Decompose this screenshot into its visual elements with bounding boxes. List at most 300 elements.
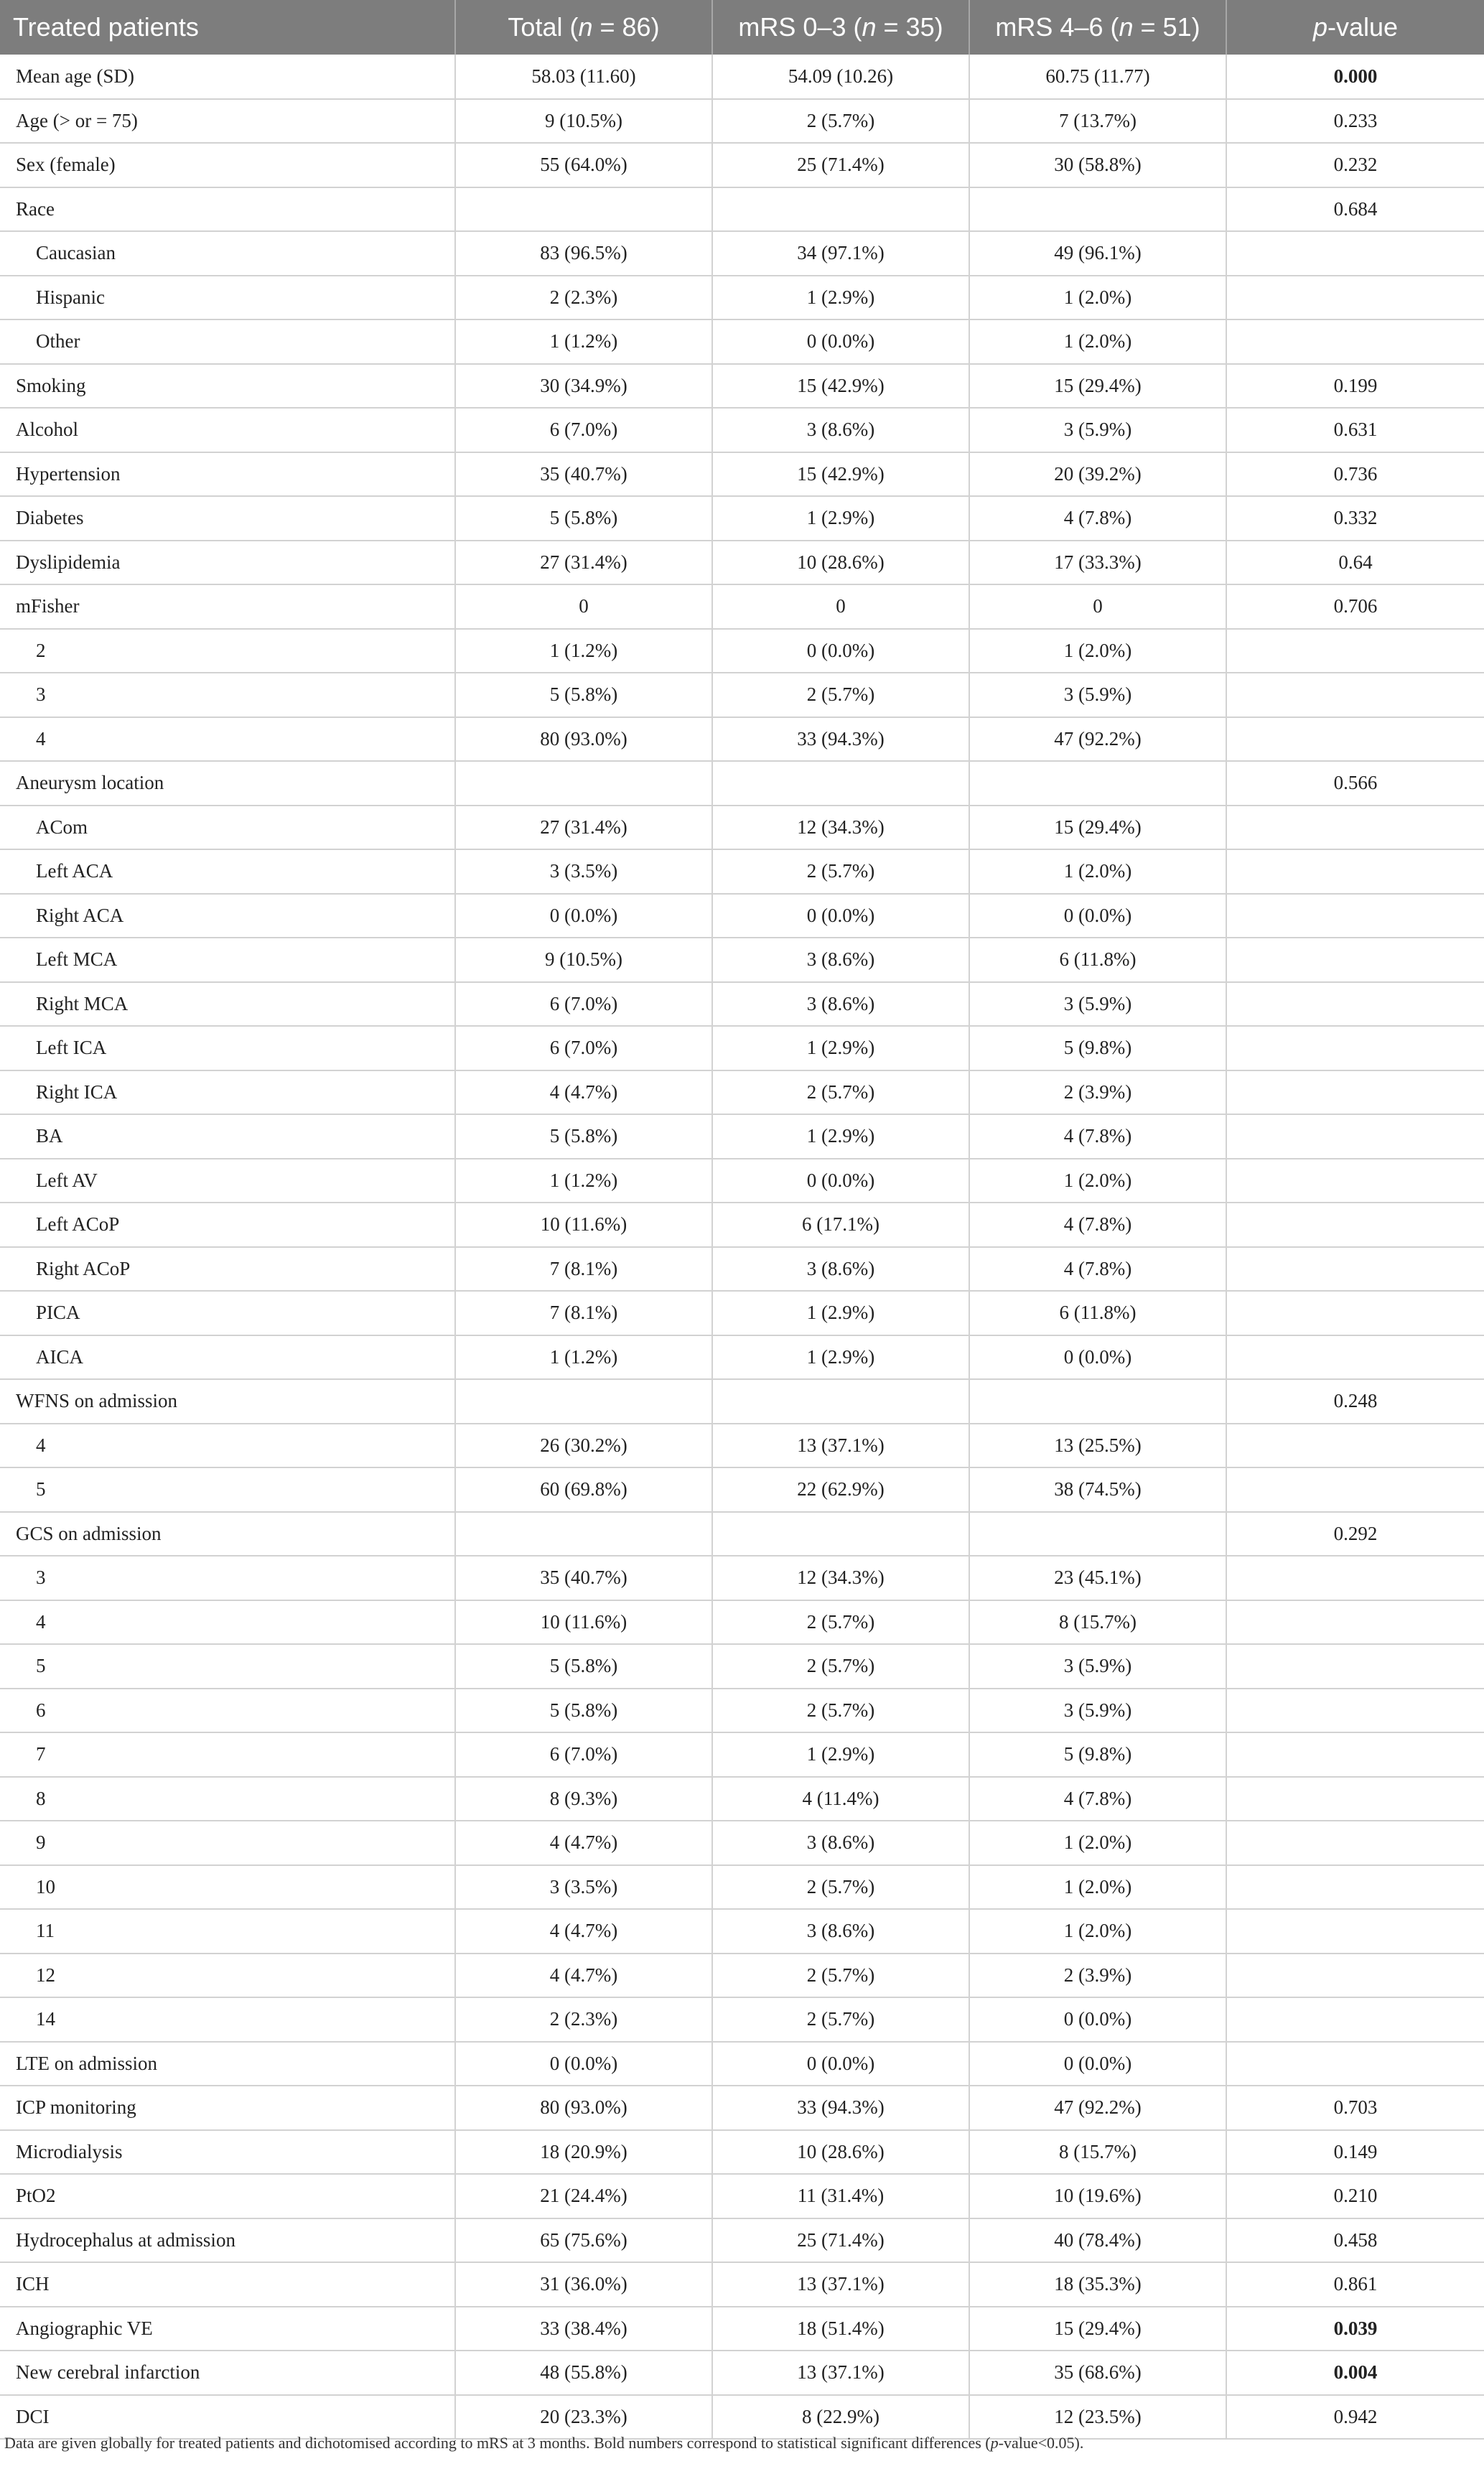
p-value-cell xyxy=(1226,1732,1484,1777)
mrs-0-3-cell: 3 (8.6%) xyxy=(712,938,969,982)
label-cell: New cerebral infarction xyxy=(0,2351,455,2395)
p-value-cell xyxy=(1226,1997,1484,2042)
mrs-4-6-cell: 17 (33.3%) xyxy=(969,541,1226,585)
mrs-4-6-cell: 8 (15.7%) xyxy=(969,1600,1226,1645)
mrs-4-6-cell: 6 (11.8%) xyxy=(969,1291,1226,1335)
label-cell: Right MCA xyxy=(0,982,455,1027)
table-body xyxy=(0,55,1484,2439)
mrs-4-6-cell: 35 (68.6%) xyxy=(969,2351,1226,2395)
total-cell: 27 (31.4%) xyxy=(455,806,712,850)
mrs-4-6-cell: 15 (29.4%) xyxy=(969,364,1226,409)
mrs-0-3-cell: 25 (71.4%) xyxy=(712,143,969,187)
table-row xyxy=(0,1909,1484,1954)
p-value-cell: 0.248 xyxy=(1226,1379,1484,1424)
mrs-0-3-cell: 33 (94.3%) xyxy=(712,717,969,762)
mrs-0-3-cell: 0 (0.0%) xyxy=(712,2042,969,2086)
total-cell: 5 (5.8%) xyxy=(455,1114,712,1159)
total-cell xyxy=(455,1379,712,1424)
total-cell: 30 (34.9%) xyxy=(455,364,712,409)
label-cell: AICA xyxy=(0,1335,455,1380)
mrs-4-6-cell: 1 (2.0%) xyxy=(969,629,1226,673)
mrs-4-6-cell: 4 (7.8%) xyxy=(969,496,1226,541)
p-value-cell xyxy=(1226,806,1484,850)
total-cell: 8 (9.3%) xyxy=(455,1777,712,1821)
mrs-0-3-cell xyxy=(712,1379,969,1424)
table-row xyxy=(0,2218,1484,2263)
label-cell: ACom xyxy=(0,806,455,850)
table-row xyxy=(0,319,1484,364)
label-cell: LTE on admission xyxy=(0,2042,455,2086)
mrs-0-3-cell xyxy=(712,761,969,806)
label-cell: Left ACA xyxy=(0,849,455,894)
table-footnote: Data are given globally for treated patients and dichotomised according to mRS at 3 months. Bold numbers correspond to statistical significant differences (p-value<0.05). xyxy=(4,2434,1084,2452)
total-cell: 35 (40.7%) xyxy=(455,1556,712,1600)
table-row xyxy=(0,761,1484,806)
mrs-4-6-cell: 3 (5.9%) xyxy=(969,408,1226,452)
total-cell: 3 (3.5%) xyxy=(455,849,712,894)
p-value-cell xyxy=(1226,673,1484,717)
label-cell: 4 xyxy=(0,717,455,762)
p-value-cell xyxy=(1226,982,1484,1027)
p-value-cell: 0.458 xyxy=(1226,2218,1484,2263)
label-cell: Right ACoP xyxy=(0,1247,455,1292)
mrs-4-6-cell: 4 (7.8%) xyxy=(969,1777,1226,1821)
mrs-4-6-cell: 12 (23.5%) xyxy=(969,2395,1226,2440)
total-cell: 10 (11.6%) xyxy=(455,1600,712,1645)
mrs-4-6-cell: 49 (96.1%) xyxy=(969,231,1226,276)
label-cell: Hispanic xyxy=(0,276,455,320)
mrs-0-3-cell: 2 (5.7%) xyxy=(712,1644,969,1689)
total-cell: 4 (4.7%) xyxy=(455,1954,712,1998)
mrs-4-6-cell xyxy=(969,1379,1226,1424)
mrs-4-6-cell: 1 (2.0%) xyxy=(969,319,1226,364)
table-row xyxy=(0,1379,1484,1424)
mrs-4-6-cell: 18 (35.3%) xyxy=(969,2262,1226,2307)
mrs-0-3-cell: 18 (51.4%) xyxy=(712,2307,969,2351)
total-cell: 9 (10.5%) xyxy=(455,99,712,144)
mrs-4-6-cell: 6 (11.8%) xyxy=(969,938,1226,982)
mrs-4-6-cell: 1 (2.0%) xyxy=(969,1909,1226,1954)
total-cell: 4 (4.7%) xyxy=(455,1909,712,1954)
header-row xyxy=(0,0,1484,55)
p-value-cell: 0.684 xyxy=(1226,187,1484,232)
label-cell: BA xyxy=(0,1114,455,1159)
table-row xyxy=(0,364,1484,409)
p-value-cell: 0.706 xyxy=(1226,584,1484,629)
total-cell: 6 (7.0%) xyxy=(455,1026,712,1070)
p-value-cell xyxy=(1226,1026,1484,1070)
table-row xyxy=(0,1291,1484,1335)
label-cell: Alcohol xyxy=(0,408,455,452)
mrs-4-6-cell: 0 (0.0%) xyxy=(969,894,1226,938)
header-p-value: p-value xyxy=(1312,12,1399,42)
label-cell: Aneurysm location xyxy=(0,761,455,806)
total-cell: 5 (5.8%) xyxy=(455,673,712,717)
p-value-cell: 0.210 xyxy=(1226,2174,1484,2218)
mrs-0-3-cell: 2 (5.7%) xyxy=(712,1689,969,1733)
total-cell xyxy=(455,761,712,806)
total-cell: 80 (93.0%) xyxy=(455,2086,712,2130)
label-cell: DCI xyxy=(0,2395,455,2440)
mrs-4-6-cell: 8 (15.7%) xyxy=(969,2130,1226,2175)
p-value-cell xyxy=(1226,894,1484,938)
mrs-0-3-cell: 0 (0.0%) xyxy=(712,1159,969,1203)
label-cell: 3 xyxy=(0,1556,455,1600)
table-row xyxy=(0,1644,1484,1689)
mrs-0-3-cell: 2 (5.7%) xyxy=(712,1070,969,1115)
label-cell: PICA xyxy=(0,1291,455,1335)
mrs-4-6-cell: 1 (2.0%) xyxy=(969,1159,1226,1203)
mrs-0-3-cell: 1 (2.9%) xyxy=(712,1291,969,1335)
total-cell: 4 (4.7%) xyxy=(455,1070,712,1115)
mrs-4-6-cell: 40 (78.4%) xyxy=(969,2218,1226,2263)
table-row xyxy=(0,2042,1484,2086)
total-cell xyxy=(455,187,712,232)
total-cell: 80 (93.0%) xyxy=(455,717,712,762)
table-row xyxy=(0,408,1484,452)
mrs-0-3-cell: 1 (2.9%) xyxy=(712,496,969,541)
label-cell: 14 xyxy=(0,1997,455,2042)
total-cell: 5 (5.8%) xyxy=(455,1644,712,1689)
table-row xyxy=(0,982,1484,1027)
table-row xyxy=(0,1247,1484,1292)
mrs-0-3-cell: 2 (5.7%) xyxy=(712,99,969,144)
p-value-cell: 0.233 xyxy=(1226,99,1484,144)
total-cell: 7 (8.1%) xyxy=(455,1291,712,1335)
label-cell: ICP monitoring xyxy=(0,2086,455,2130)
table-row xyxy=(0,2086,1484,2130)
total-cell xyxy=(455,1512,712,1556)
mrs-0-3-cell: 3 (8.6%) xyxy=(712,982,969,1027)
p-value-cell: 0.004 xyxy=(1226,2351,1484,2395)
total-cell: 1 (1.2%) xyxy=(455,1335,712,1380)
total-cell: 5 (5.8%) xyxy=(455,1689,712,1733)
mrs-0-3-cell: 8 (22.9%) xyxy=(712,2395,969,2440)
total-cell: 0 xyxy=(455,584,712,629)
mrs-0-3-cell: 1 (2.9%) xyxy=(712,1026,969,1070)
mrs-4-6-cell: 5 (9.8%) xyxy=(969,1732,1226,1777)
total-cell: 0 (0.0%) xyxy=(455,894,712,938)
mrs-4-6-cell: 3 (5.9%) xyxy=(969,1689,1226,1733)
table-row xyxy=(0,2130,1484,2175)
total-cell: 6 (7.0%) xyxy=(455,408,712,452)
label-cell: Hypertension xyxy=(0,452,455,497)
table-row xyxy=(0,673,1484,717)
p-value-cell xyxy=(1226,1865,1484,1910)
total-cell: 1 (1.2%) xyxy=(455,319,712,364)
mrs-0-3-cell: 10 (28.6%) xyxy=(712,2130,969,2175)
p-value-cell xyxy=(1226,1909,1484,1954)
p-value-cell: 0.861 xyxy=(1226,2262,1484,2307)
total-cell: 58.03 (11.60) xyxy=(455,55,712,99)
mrs-4-6-cell: 7 (13.7%) xyxy=(969,99,1226,144)
mrs-0-3-cell: 12 (34.3%) xyxy=(712,806,969,850)
mrs-4-6-cell: 1 (2.0%) xyxy=(969,276,1226,320)
table-row xyxy=(0,143,1484,187)
total-cell: 2 (2.3%) xyxy=(455,1997,712,2042)
table-header xyxy=(0,0,1484,55)
p-value-cell xyxy=(1226,849,1484,894)
mrs-4-6-cell: 4 (7.8%) xyxy=(969,1247,1226,1292)
p-value-cell xyxy=(1226,1291,1484,1335)
p-value-cell xyxy=(1226,231,1484,276)
table-row xyxy=(0,187,1484,232)
label-cell: mFisher xyxy=(0,584,455,629)
p-value-cell: 0.332 xyxy=(1226,496,1484,541)
mrs-0-3-cell: 12 (34.3%) xyxy=(712,1556,969,1600)
total-cell: 26 (30.2%) xyxy=(455,1424,712,1468)
mrs-4-6-cell: 2 (3.9%) xyxy=(969,1070,1226,1115)
table-row xyxy=(0,894,1484,938)
label-cell: ICH xyxy=(0,2262,455,2307)
total-cell: 4 (4.7%) xyxy=(455,1821,712,1865)
mrs-4-6-cell: 47 (92.2%) xyxy=(969,717,1226,762)
p-value-cell: 0.039 xyxy=(1226,2307,1484,2351)
mrs-0-3-cell: 33 (94.3%) xyxy=(712,2086,969,2130)
label-cell: 12 xyxy=(0,1954,455,1998)
mrs-4-6-cell xyxy=(969,761,1226,806)
table-row xyxy=(0,1821,1484,1865)
label-cell: GCS on admission xyxy=(0,1512,455,1556)
p-value-cell xyxy=(1226,938,1484,982)
label-cell: 10 xyxy=(0,1865,455,1910)
label-cell: 3 xyxy=(0,673,455,717)
table-row xyxy=(0,1335,1484,1380)
label-cell: 8 xyxy=(0,1777,455,1821)
table-row xyxy=(0,2351,1484,2395)
p-value-cell xyxy=(1226,1689,1484,1733)
total-cell: 5 (5.8%) xyxy=(455,496,712,541)
p-value-cell xyxy=(1226,1070,1484,1115)
table-row xyxy=(0,1689,1484,1733)
mrs-0-3-cell: 11 (31.4%) xyxy=(712,2174,969,2218)
p-value-cell xyxy=(1226,319,1484,364)
mrs-0-3-cell: 1 (2.9%) xyxy=(712,276,969,320)
mrs-4-6-cell: 1 (2.0%) xyxy=(969,849,1226,894)
label-cell: 2 xyxy=(0,629,455,673)
total-cell: 48 (55.8%) xyxy=(455,2351,712,2395)
table-row xyxy=(0,1114,1484,1159)
table-row xyxy=(0,1159,1484,1203)
p-value-cell xyxy=(1226,1114,1484,1159)
label-cell: Race xyxy=(0,187,455,232)
mrs-0-3-cell: 1 (2.9%) xyxy=(712,1114,969,1159)
mrs-0-3-cell: 13 (37.1%) xyxy=(712,2262,969,2307)
table-row xyxy=(0,2395,1484,2440)
label-cell: Age (> or = 75) xyxy=(0,99,455,144)
label-cell: Hydrocephalus at admission xyxy=(0,2218,455,2263)
table-row xyxy=(0,1732,1484,1777)
mrs-4-6-cell xyxy=(969,187,1226,232)
label-cell: Left AV xyxy=(0,1159,455,1203)
p-value-cell: 0.149 xyxy=(1226,2130,1484,2175)
label-cell: Other xyxy=(0,319,455,364)
header-mrs-4-6: mRS 4–6 (n = 51) xyxy=(969,0,1226,55)
mrs-0-3-cell: 6 (17.1%) xyxy=(712,1203,969,1247)
total-cell: 10 (11.6%) xyxy=(455,1203,712,1247)
mrs-0-3-cell: 2 (5.7%) xyxy=(712,1865,969,1910)
label-cell: Microdialysis xyxy=(0,2130,455,2175)
mrs-0-3-cell: 0 (0.0%) xyxy=(712,629,969,673)
mrs-4-6-cell: 4 (7.8%) xyxy=(969,1203,1226,1247)
table-row xyxy=(0,276,1484,320)
mrs-4-6-cell: 15 (29.4%) xyxy=(969,2307,1226,2351)
label-cell: Sex (female) xyxy=(0,143,455,187)
total-cell: 83 (96.5%) xyxy=(455,231,712,276)
table-row xyxy=(0,2262,1484,2307)
table-row xyxy=(0,1954,1484,1998)
mrs-0-3-cell: 2 (5.7%) xyxy=(712,1997,969,2042)
total-cell: 60 (69.8%) xyxy=(455,1467,712,1512)
mrs-4-6-cell: 10 (19.6%) xyxy=(969,2174,1226,2218)
mrs-4-6-cell: 60.75 (11.77) xyxy=(969,55,1226,99)
mrs-0-3-cell: 13 (37.1%) xyxy=(712,1424,969,1468)
p-value-cell xyxy=(1226,1954,1484,1998)
mrs-4-6-cell: 15 (29.4%) xyxy=(969,806,1226,850)
label-cell: Diabetes xyxy=(0,496,455,541)
mrs-4-6-cell: 4 (7.8%) xyxy=(969,1114,1226,1159)
header-treated-patients: Treated patients xyxy=(0,0,455,55)
table-row xyxy=(0,584,1484,629)
mrs-4-6-cell: 0 (0.0%) xyxy=(969,1335,1226,1380)
total-cell: 21 (24.4%) xyxy=(455,2174,712,2218)
mrs-0-3-cell xyxy=(712,187,969,232)
label-cell: 6 xyxy=(0,1689,455,1733)
table-row xyxy=(0,1777,1484,1821)
mrs-4-6-cell: 0 (0.0%) xyxy=(969,1997,1226,2042)
table-row xyxy=(0,2174,1484,2218)
total-cell: 1 (1.2%) xyxy=(455,1159,712,1203)
table-row xyxy=(0,1556,1484,1600)
mrs-4-6-cell: 30 (58.8%) xyxy=(969,143,1226,187)
total-cell: 35 (40.7%) xyxy=(455,452,712,497)
mrs-0-3-cell: 25 (71.4%) xyxy=(712,2218,969,2263)
table-row xyxy=(0,55,1484,99)
mrs-0-3-cell: 13 (37.1%) xyxy=(712,2351,969,2395)
mrs-4-6-cell: 1 (2.0%) xyxy=(969,1821,1226,1865)
total-cell: 6 (7.0%) xyxy=(455,982,712,1027)
p-value-cell: 0.232 xyxy=(1226,143,1484,187)
label-cell: Dyslipidemia xyxy=(0,541,455,585)
p-value-cell xyxy=(1226,1821,1484,1865)
label-cell: Mean age (SD) xyxy=(0,55,455,99)
label-cell: Smoking xyxy=(0,364,455,409)
table-row xyxy=(0,1997,1484,2042)
mrs-4-6-cell: 38 (74.5%) xyxy=(969,1467,1226,1512)
label-cell: Left MCA xyxy=(0,938,455,982)
p-value-cell xyxy=(1226,2042,1484,2086)
table-row xyxy=(0,1070,1484,1115)
mrs-0-3-cell: 0 (0.0%) xyxy=(712,894,969,938)
label-cell: Right ICA xyxy=(0,1070,455,1115)
mrs-4-6-cell: 13 (25.5%) xyxy=(969,1424,1226,1468)
total-cell: 1 (1.2%) xyxy=(455,629,712,673)
header-total: Total (n = 86) xyxy=(455,0,712,55)
mrs-0-3-cell: 4 (11.4%) xyxy=(712,1777,969,1821)
table-row xyxy=(0,1424,1484,1468)
mrs-0-3-cell: 15 (42.9%) xyxy=(712,452,969,497)
mrs-4-6-cell: 47 (92.2%) xyxy=(969,2086,1226,2130)
total-cell: 3 (3.5%) xyxy=(455,1865,712,1910)
table-row xyxy=(0,496,1484,541)
mrs-0-3-cell: 15 (42.9%) xyxy=(712,364,969,409)
p-value-cell xyxy=(1226,1556,1484,1600)
label-cell: 5 xyxy=(0,1467,455,1512)
table-row xyxy=(0,541,1484,585)
label-cell: 11 xyxy=(0,1909,455,1954)
label-cell: 4 xyxy=(0,1424,455,1468)
mrs-0-3-cell: 3 (8.6%) xyxy=(712,1247,969,1292)
table-row xyxy=(0,806,1484,850)
p-value-cell: 0.631 xyxy=(1226,408,1484,452)
total-cell: 18 (20.9%) xyxy=(455,2130,712,2175)
p-value-cell: 0.64 xyxy=(1226,541,1484,585)
mrs-0-3-cell: 22 (62.9%) xyxy=(712,1467,969,1512)
total-cell: 0 (0.0%) xyxy=(455,2042,712,2086)
table-row xyxy=(0,938,1484,982)
p-value-cell xyxy=(1226,1247,1484,1292)
p-value-cell xyxy=(1226,717,1484,762)
mrs-4-6-cell: 20 (39.2%) xyxy=(969,452,1226,497)
label-cell: Left ICA xyxy=(0,1026,455,1070)
table-row xyxy=(0,1026,1484,1070)
p-value-cell: 0.000 xyxy=(1226,55,1484,99)
label-cell: Angiographic VE xyxy=(0,2307,455,2351)
table-row xyxy=(0,1203,1484,1247)
mrs-4-6-cell: 23 (45.1%) xyxy=(969,1556,1226,1600)
mrs-4-6-cell: 5 (9.8%) xyxy=(969,1026,1226,1070)
mrs-0-3-cell: 3 (8.6%) xyxy=(712,408,969,452)
total-cell: 6 (7.0%) xyxy=(455,1732,712,1777)
label-cell: 9 xyxy=(0,1821,455,1865)
table-row xyxy=(0,1600,1484,1645)
mrs-4-6-cell xyxy=(969,1512,1226,1556)
mrs-4-6-cell: 0 (0.0%) xyxy=(969,2042,1226,2086)
p-value-cell xyxy=(1226,1777,1484,1821)
total-cell: 55 (64.0%) xyxy=(455,143,712,187)
mrs-4-6-cell: 2 (3.9%) xyxy=(969,1954,1226,1998)
mrs-0-3-cell: 34 (97.1%) xyxy=(712,231,969,276)
mrs-4-6-cell: 3 (5.9%) xyxy=(969,1644,1226,1689)
p-value-cell xyxy=(1226,276,1484,320)
total-cell: 65 (75.6%) xyxy=(455,2218,712,2263)
p-value-cell xyxy=(1226,1203,1484,1247)
mrs-0-3-cell: 3 (8.6%) xyxy=(712,1909,969,1954)
table-row xyxy=(0,452,1484,497)
table-row xyxy=(0,1865,1484,1910)
label-cell: PtO2 xyxy=(0,2174,455,2218)
label-cell: WFNS on admission xyxy=(0,1379,455,1424)
total-cell: 27 (31.4%) xyxy=(455,541,712,585)
total-cell: 7 (8.1%) xyxy=(455,1247,712,1292)
table-row xyxy=(0,629,1484,673)
table-row xyxy=(0,2307,1484,2351)
table-row xyxy=(0,1467,1484,1512)
label-cell: Left ACoP xyxy=(0,1203,455,1247)
p-value-cell xyxy=(1226,629,1484,673)
p-value-cell: 0.292 xyxy=(1226,1512,1484,1556)
total-cell: 2 (2.3%) xyxy=(455,276,712,320)
mrs-4-6-cell: 3 (5.9%) xyxy=(969,982,1226,1027)
mrs-0-3-cell: 1 (2.9%) xyxy=(712,1335,969,1380)
table-row xyxy=(0,231,1484,276)
p-value-cell xyxy=(1226,1159,1484,1203)
total-cell: 20 (23.3%) xyxy=(455,2395,712,2440)
mrs-0-3-cell: 3 (8.6%) xyxy=(712,1821,969,1865)
p-value-cell xyxy=(1226,1467,1484,1512)
p-value-cell xyxy=(1226,1644,1484,1689)
label-cell: 4 xyxy=(0,1600,455,1645)
